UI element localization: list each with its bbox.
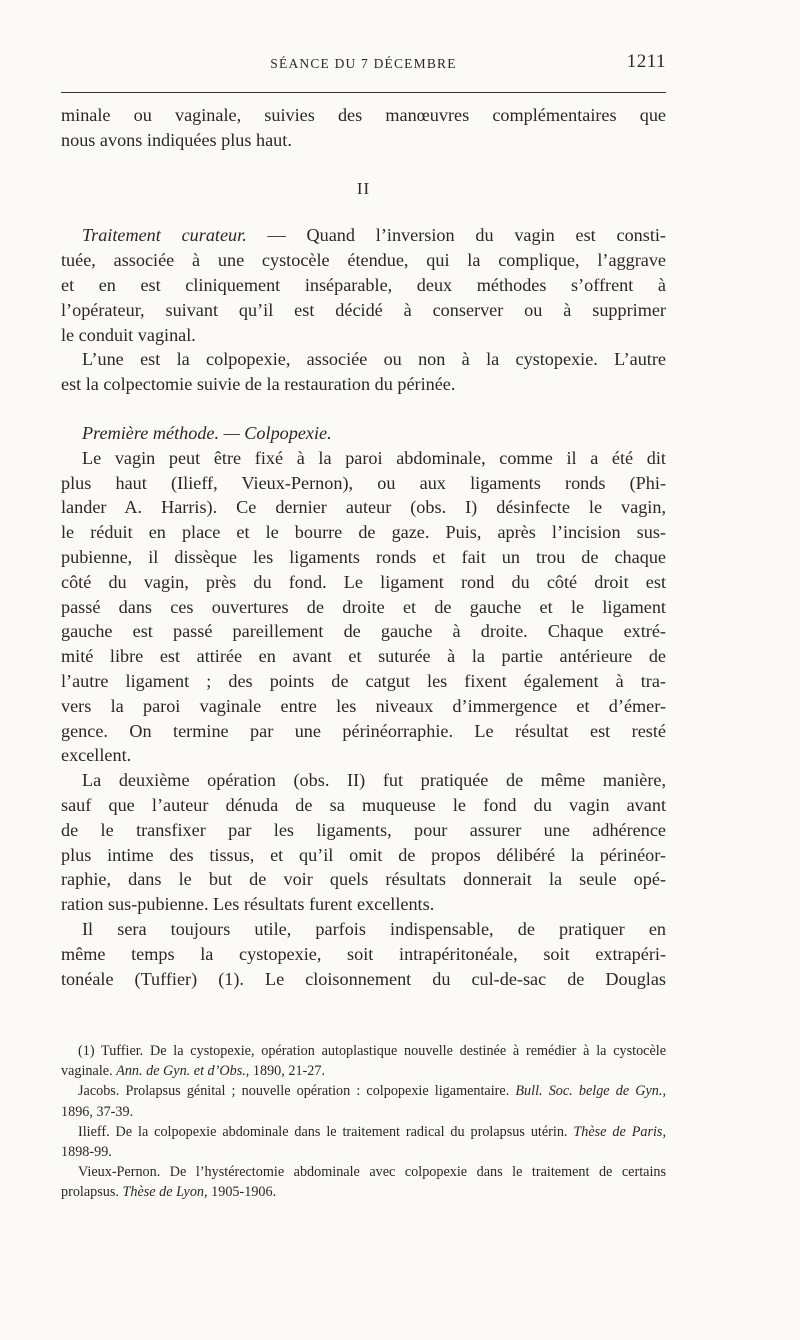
- text-line-row: [61, 248, 666, 273]
- text-line: Première méthode. — Colpopexie.: [82, 422, 332, 443]
- text-line-row: [61, 967, 666, 992]
- text-line: vers la paroi vaginale entre les niveaux d’immergence et d’émer-: [61, 695, 666, 716]
- text-line-row: [61, 892, 666, 917]
- text-line: raphie, dans le but de voir quels résultats donnerait la seule opé-: [61, 869, 666, 890]
- footnote-journal: Ann. de Gyn. et d’Obs.: [116, 1063, 246, 1080]
- text-line: mité libre est attirée en avant et suturée à la partie antérieure de: [61, 646, 666, 667]
- text-line-row: [61, 372, 666, 397]
- text-line: gauche est passé pareillement de gauche à droite. Chaque extré-: [61, 621, 666, 642]
- text-line-row: [61, 867, 666, 892]
- text-line: même temps la cystopexie, soit intrapéritonéale, soit extrapéri-: [61, 943, 666, 964]
- footnote-ref: , 1890, 21-27.: [245, 1063, 326, 1080]
- text-line: tonéale (Tuffier) (1). Le cloisonnement du cul-de-sac de Douglas: [61, 968, 666, 989]
- text-line: est la colpectomie suivie de la restauration du périnée.: [61, 374, 456, 395]
- text-line: La deuxième opération (obs. II) fut pratiquée de même manière,: [82, 770, 666, 791]
- text-line: plus intime des tissus, et qu’il omit de propos délibéré la périnéor-: [61, 844, 666, 865]
- running-head-title: SÉANCE DU 7 DÉCEMBRE: [270, 56, 457, 71]
- footnote-tuffier: [61, 1041, 666, 1081]
- text-line: tuée, associée à une cystocèle étendue, qui la complique, l’aggrave: [61, 250, 666, 271]
- text-line: l’opérateur, suivant qu’il est décidé à conserver ou à supprimer: [61, 299, 666, 320]
- text-line: Le vagin peut être fixé à la paroi abdominale, comme il a été dit: [82, 447, 666, 468]
- text-line: l’autre ligament ; des points de catgut les fixent également à tra-: [61, 670, 666, 691]
- footnote-journal: Thèse de Lyon: [122, 1184, 205, 1201]
- footnote-ref: , 1896, 37-39.: [61, 1083, 666, 1120]
- footnote-journal: Thèse de Paris: [573, 1123, 663, 1140]
- text-line-row: [61, 570, 666, 595]
- text-line-row: [61, 843, 666, 868]
- section-number: II: [356, 178, 371, 198]
- text-line-row: [61, 818, 666, 843]
- text-line-row: [61, 520, 666, 545]
- text-line-row: [61, 495, 666, 520]
- text-line-row: [61, 719, 666, 744]
- text-line-row: [61, 669, 666, 694]
- footnote-ref: , 1898-99.: [61, 1123, 666, 1161]
- text-line-row: [61, 743, 666, 768]
- text-line: le conduit vaginal.: [61, 324, 196, 345]
- text-line-row: [61, 793, 666, 818]
- text-line-row: [61, 273, 666, 298]
- text-line: plus haut (Ilieff, Vieux-Pernon), ou aux ligaments ronds (Phi-: [61, 472, 666, 493]
- running-head: [61, 44, 666, 84]
- text-line-row: [61, 545, 666, 570]
- text-line: ration sus-pubienne. Les résultats furent excellents.: [61, 894, 435, 915]
- footnote-text: Ilieff. De la colpopexie abdominale dans le traitement radical du prolapsus utérin.: [78, 1123, 574, 1140]
- text-line: nous avons indiquées plus haut.: [61, 129, 292, 150]
- subheading-premiere-methode: [61, 421, 666, 446]
- paragraph-continuation: [61, 103, 666, 128]
- text-line: lander A. Harris). Ce dernier auteur (obs. I) désinfecte le vagin,: [61, 497, 666, 518]
- footnote-text: Jacobs. Prolapsus génital ; nouvelle opération : colpopexie ligamentaire.: [78, 1083, 516, 1100]
- text-line: et en est cliniquement inséparable, deux méthodes s’offrent à: [61, 274, 666, 295]
- paragraph-traitement: [61, 223, 666, 248]
- text-line: minale ou vaginale, suivies des manœuvres complémentaires que: [61, 105, 666, 125]
- text-line-row: [61, 595, 666, 620]
- paragraph-lune: [61, 347, 666, 372]
- text-line-row: [61, 323, 666, 348]
- paragraph-continuation-end: [61, 128, 666, 153]
- footnote-journal: Bull. Soc. belge de Gyn.: [515, 1083, 663, 1100]
- header-rule: [61, 92, 666, 93]
- text-line-row: [61, 644, 666, 669]
- text-line: Il sera toujours utile, parfois indispensable, de pratiquer en: [82, 918, 666, 939]
- text-line: excellent.: [61, 745, 132, 766]
- footnote-ilieff: [61, 1122, 666, 1162]
- text-line-row: [61, 694, 666, 719]
- paragraph-deuxieme: [61, 768, 666, 793]
- text-line: côté du vagin, près du fond. Le ligament rond du côté droit est: [61, 571, 666, 592]
- page-number: 1211: [626, 51, 666, 72]
- text-line: gence. On termine par une périnéorraphie. Le résultat est resté: [61, 720, 666, 741]
- footnote-text: (1) Tuffier. De la cystopexie, opération autoplastique nouvelle destinée à remédier à la cystocèle vaginale.: [61, 1043, 666, 1080]
- footnote-text: Vieux-Pernon. De l’hystérectomie abdominale avec colpopexie dans le traitement de certains prolapsus.: [61, 1164, 666, 1201]
- paragraph-vagin: [61, 446, 666, 471]
- page: [61, 44, 666, 991]
- text-line: sauf que l’auteur dénuda de sa muqueuse le fond du vagin avant: [61, 794, 666, 815]
- text-line-row: [61, 298, 666, 323]
- text-line: de le transfixer par les ligaments, pour assurer une adhérence: [61, 819, 666, 840]
- text-line-row: [61, 619, 666, 644]
- text-line: le réduit en place et le bourre de gaze. Puis, après l’incision sus-: [61, 522, 666, 543]
- body-text: [61, 103, 666, 991]
- footnote-vieux-pernon: [61, 1162, 666, 1202]
- spacer: [61, 397, 666, 421]
- text-line: — Quand l’inversion du vagin est consti-: [246, 225, 666, 246]
- traitement-label: Traitement curateur.: [82, 225, 247, 246]
- footnote-ref: , 1905-1906.: [204, 1184, 277, 1201]
- footnotes: [61, 1041, 666, 1203]
- text-line-row: [61, 942, 666, 967]
- text-line: L’une est la colpopexie, associée ou non à la cystopexie. L’autre: [82, 349, 666, 370]
- footnote-jacobs: [61, 1081, 666, 1121]
- paragraph-toujours: [61, 917, 666, 942]
- text-line: pubienne, il dissèque les ligaments ronds et fait un trou de chaque: [61, 546, 666, 567]
- text-line-row: [61, 471, 666, 496]
- text-line: passé dans ces ouvertures de droite et de gauche et le ligament: [61, 596, 666, 617]
